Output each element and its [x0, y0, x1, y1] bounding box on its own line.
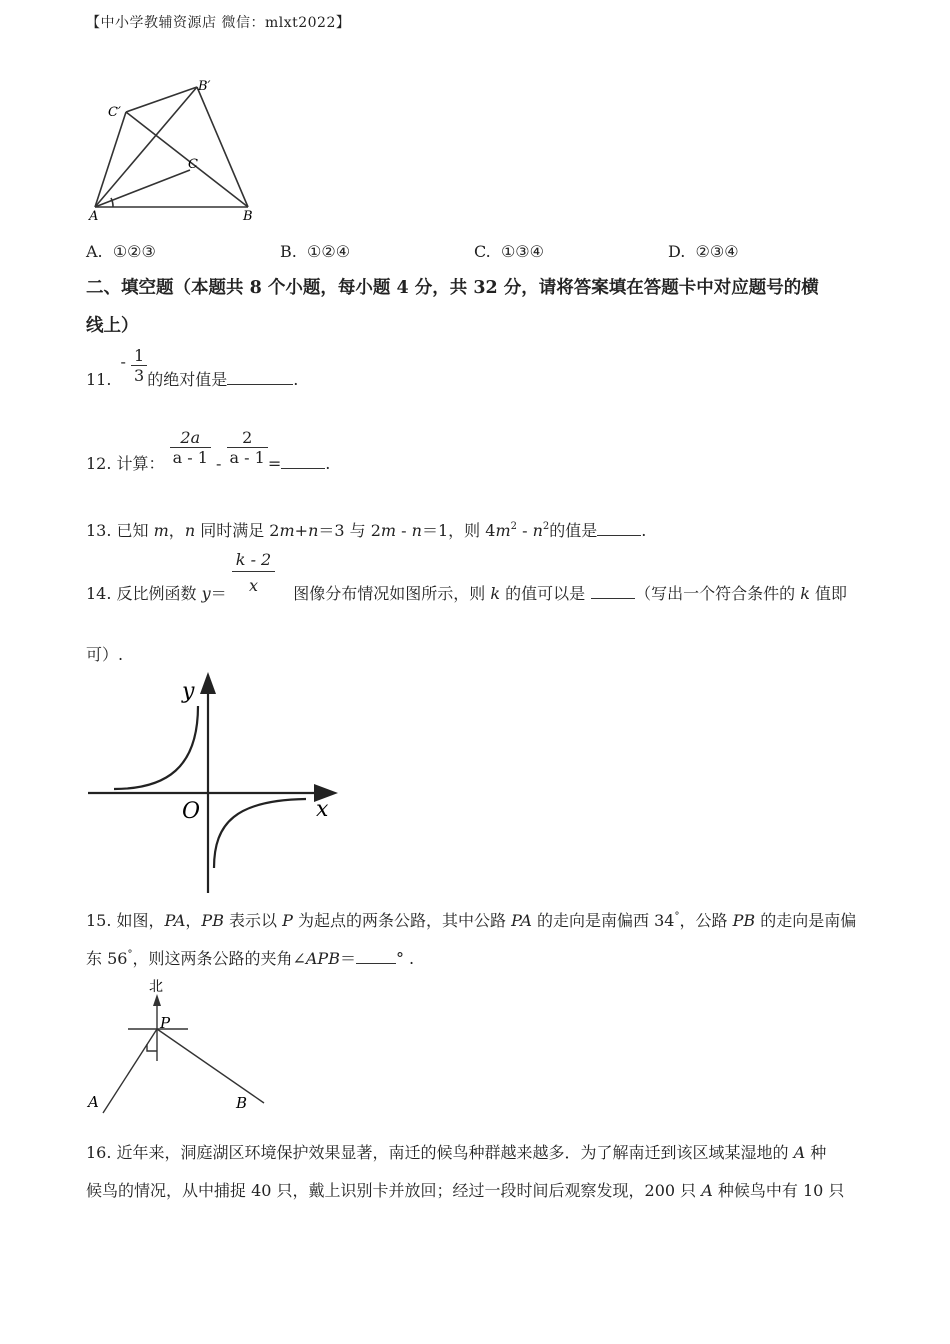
fraction-numerator: 2a	[170, 428, 211, 448]
option-d	[668, 242, 739, 261]
question-text: 图像分布情况如图所示，则	[293, 584, 491, 603]
curve-lower-right	[214, 799, 306, 868]
segment-c-prime-b	[126, 112, 248, 207]
label-north: 北	[149, 979, 163, 995]
option-text: ①③④	[500, 242, 544, 261]
text: ，则这两条公路的夹角∠	[132, 949, 306, 968]
label-origin: O	[182, 799, 201, 824]
question-13	[86, 518, 646, 541]
question-text: 12. 计算：	[86, 454, 165, 473]
period: .	[325, 454, 331, 473]
text: 15. 如图，	[86, 911, 165, 930]
period: .	[641, 521, 647, 540]
superscript: 2	[542, 521, 550, 532]
text: 表示以	[223, 911, 283, 930]
text: 为起点的两条公路，其中公路	[292, 911, 512, 930]
option-letter: D.	[668, 242, 686, 261]
fraction-numerator: 1	[131, 346, 147, 366]
fraction-denominator: a - 1	[172, 448, 208, 467]
label-p: P	[160, 1014, 171, 1032]
var-n: n	[532, 521, 543, 540]
question-15-line2	[86, 946, 414, 969]
text: ° .	[395, 949, 415, 968]
point-p: P	[282, 911, 293, 930]
var-m: m	[380, 521, 397, 540]
road-pa-line	[103, 1029, 157, 1113]
text: 候鸟的情况，从中捕捉 40 只，戴上识别卡并放回；经过一段时间后观察发现，200 只	[86, 1181, 702, 1200]
text: 的走向是南偏西 34	[531, 911, 675, 930]
road-pb: PB	[732, 911, 756, 930]
label-a: A	[89, 209, 99, 222]
option-c	[474, 242, 544, 261]
segment-ac	[95, 170, 190, 207]
question-11	[86, 346, 299, 389]
angle-apb: APB	[305, 949, 340, 968]
direction-figure	[84, 976, 274, 1116]
var-m: m	[153, 521, 169, 540]
text: -	[396, 521, 412, 540]
answer-blank	[281, 468, 325, 469]
label-b: B	[236, 1094, 248, 1112]
label-b: B	[243, 209, 253, 222]
equals-sign: =	[267, 454, 282, 473]
fraction-numerator: 2	[227, 428, 268, 448]
var-n: n	[184, 521, 196, 540]
var-k: k	[490, 584, 501, 603]
var-m: m	[495, 521, 511, 540]
text: 16. 近年来，洞庭湖区环境保护效果显著，南迁的候鸟种群越来越多．为了解南迁到该区域某湿地的	[86, 1143, 794, 1162]
answer-blank	[227, 384, 293, 385]
fraction	[232, 548, 275, 595]
text: 同时满足 2	[195, 521, 280, 540]
question-12	[86, 428, 331, 473]
label-b-prime: B′	[198, 79, 211, 94]
option-text: ②③④	[695, 242, 739, 261]
fraction-2	[227, 428, 268, 467]
fraction	[131, 346, 147, 385]
question-14	[86, 548, 848, 603]
text: ，	[168, 521, 185, 540]
text: 的走向是南偏	[755, 911, 857, 930]
y-axis-arrow	[200, 672, 216, 694]
option-text: ①②③	[112, 242, 156, 261]
text: ，公路	[679, 911, 733, 930]
road-pb: PB	[201, 911, 224, 930]
label-c: C	[188, 157, 198, 172]
degree-sign: °	[127, 949, 133, 960]
question-text: 14. 反比例函数	[86, 584, 202, 603]
equals-sign: ＝	[210, 584, 227, 603]
label-c-prime: C′	[108, 105, 121, 120]
minus-sign: -	[216, 454, 222, 473]
curve-upper-left	[114, 706, 198, 789]
option-a	[86, 242, 156, 261]
geometry-figure-1	[80, 72, 270, 222]
road-pa: PA	[164, 911, 186, 930]
var-m: m	[279, 521, 295, 540]
label-y: y	[182, 679, 195, 704]
section-title-line2: 线上）	[86, 316, 139, 336]
label-a: A	[88, 1093, 99, 1111]
question-number: 11.	[86, 370, 112, 389]
angle-mark	[147, 1044, 157, 1051]
page-header: 【中小学教辅资源店 微信：mlxt2022】	[86, 15, 351, 31]
text: ＝1，则 4	[421, 521, 496, 540]
text: -	[516, 521, 533, 540]
var-n: n	[308, 521, 319, 540]
option-text: ①②④	[307, 242, 351, 261]
option-letter: B.	[280, 242, 297, 261]
road-pa: PA	[511, 911, 532, 930]
text: 种	[805, 1143, 827, 1162]
fraction-denominator: 3	[134, 366, 145, 385]
text: ＝3 与 2	[318, 521, 381, 540]
option-b	[280, 242, 350, 261]
superscript: 2	[510, 521, 517, 532]
segment-ac-prime	[95, 112, 126, 207]
var-y: y	[201, 584, 211, 603]
species-a: A	[793, 1143, 806, 1162]
road-pb-line	[157, 1029, 264, 1103]
question-16-line2	[86, 1178, 844, 1201]
question-16-line1	[86, 1140, 826, 1163]
question-14-line2: 可）.	[86, 645, 124, 664]
minus-sign: -	[120, 352, 126, 371]
text: 的值是	[549, 521, 598, 540]
question-15-line1	[86, 908, 856, 931]
degree-sign: °	[674, 911, 680, 922]
question-text: （写出一个符合条件的	[635, 584, 801, 603]
species-a: A	[701, 1181, 713, 1200]
var-n: n	[411, 521, 422, 540]
text: ，	[185, 911, 202, 930]
segment-b-prime-b	[197, 87, 248, 207]
text: +	[294, 521, 309, 540]
fraction-numerator: k - 2	[232, 548, 275, 572]
option-letter: C.	[474, 242, 491, 261]
option-letter: A.	[86, 242, 103, 261]
north-arrow	[153, 994, 161, 1006]
question-text: 的绝对值是	[147, 370, 228, 389]
var-k: k	[800, 584, 810, 603]
answer-blank	[591, 598, 635, 599]
text: ＝	[339, 949, 356, 968]
fraction-1	[170, 428, 211, 467]
text: 种候鸟中有 10 只	[712, 1181, 845, 1200]
section-title-line1: 二、填空题（本题共 8 个小题，每小题 4 分，共 32 分，请将答案填在答题卡中对应题号的横	[86, 278, 819, 298]
hyperbola-graph	[86, 668, 346, 896]
question-text: 的值可以是	[500, 584, 586, 603]
text: 13. 已知	[86, 521, 154, 540]
answer-blank	[356, 963, 396, 964]
period: .	[293, 370, 299, 389]
label-x: x	[316, 797, 329, 822]
text: 东 56	[86, 949, 128, 968]
fraction-denominator: a - 1	[229, 448, 265, 467]
answer-blank	[597, 535, 641, 536]
question-text: 值即	[809, 584, 848, 603]
fraction-denominator: x	[248, 576, 259, 595]
